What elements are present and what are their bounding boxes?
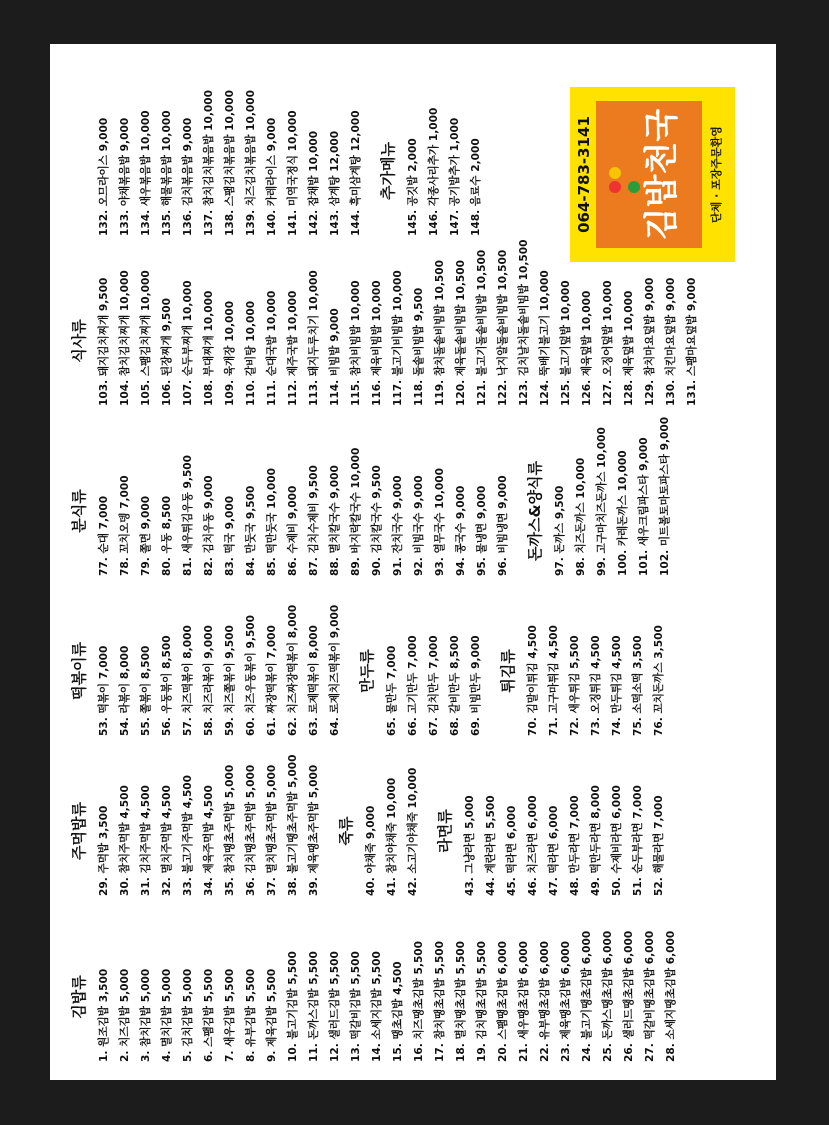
menu-item: 105. 스팸김치찌개 10,000 [140, 270, 152, 406]
menu-item: 145. 공깃밥 2,000 [407, 138, 419, 236]
menu-item: 51. 순두부라면 7,000 [632, 785, 644, 896]
menu-item: 79. 쫄면 9,000 [140, 495, 152, 576]
menu-item: 6. 스팸김밥 5,500 [203, 968, 215, 1062]
menu-item: 20. 스팸땡초김밥 6,000 [497, 940, 509, 1062]
menu-item: 34. 제육주먹밥 4,500 [203, 785, 215, 896]
menu-item: 39. 제육땡초주먹밥 5,000 [308, 764, 320, 896]
menu-item: 88. 멸치칼국수 9,000 [329, 465, 341, 576]
menu-item: 77. 순대 7,000 [98, 495, 110, 576]
menu-item: 111. 순대국밥 10,000 [266, 290, 278, 406]
menu-item: 46. 치즈라면 6,000 [527, 795, 539, 896]
menu-item: 81. 새우튀김우동 9,500 [182, 454, 194, 576]
section-heading-mandu: 만두류 [358, 649, 376, 693]
menu-item: 138. 스팸김치볶음밥 10,000 [224, 89, 236, 236]
menu-sheet [50, 44, 776, 1080]
menu-item: 123. 김치날치돌솥비빔밥 10,500 [518, 239, 530, 406]
menu-item: 86. 수제비 9,000 [287, 485, 299, 576]
menu-item: 109. 육개장 10,000 [224, 300, 236, 406]
menu-item: 122. 낙지알돌솥비빔밥 10,500 [497, 249, 509, 406]
menu-item: 147. 공기밥추가 1,000 [449, 117, 461, 236]
menu-item: 134. 새우볶음밥 10,000 [140, 110, 152, 236]
menu-item: 10. 불고기김밥 5,500 [287, 951, 299, 1062]
phone-number: 064-783-3141 [575, 116, 593, 233]
extra-list [403, 46, 487, 236]
menu-item: 127. 오징어덮밥 10,000 [602, 280, 614, 406]
menu-item: 87. 김치수제비 9,500 [308, 465, 320, 576]
menu-item: 61. 짜장떡볶이 7,000 [266, 625, 278, 736]
menu-item: 71. 고구마튀김 4,500 [548, 625, 560, 736]
menu-item: 37. 멸치땡초주먹밥 5,000 [266, 764, 278, 896]
section-heading-kimbap: 김밥류 [70, 975, 88, 1019]
menu-item: 15. 땡초김밥 4,500 [392, 961, 404, 1062]
menu-item: 45. 떡라면 6,000 [506, 805, 518, 896]
menu-item: 27. 떡갈비땡초김밥 6,000 [644, 930, 656, 1062]
menu-item: 131. 스팸마요덮밥 9,000 [686, 277, 698, 406]
menu-item: 44. 계란라면 5,500 [485, 795, 497, 896]
menu-item: 54. 라볶이 8,000 [119, 645, 131, 736]
menu-item: 65. 물만두 7,000 [386, 645, 398, 736]
section-heading-juk: 죽류 [337, 816, 355, 846]
menu-item: 117. 불고기비빔밥 10,000 [392, 270, 404, 406]
menu-item: 75. 소떡소떡 3,500 [632, 635, 644, 736]
menu-item: 90. 김치칼국수 9,500 [371, 465, 383, 576]
restaurant-logo [570, 87, 735, 262]
menu-item: 85. 떡만둣국 10,000 [266, 468, 278, 576]
menu-item: 53. 떡볶이 7,000 [98, 645, 110, 736]
menu-item: 148. 음료수 2,000 [470, 138, 482, 236]
menu-item: 139. 치즈김치볶음밥 10,000 [245, 89, 257, 236]
menu-item: 97. 돈까스 9,500 [554, 485, 566, 576]
menu-item: 83. 떡국 9,000 [224, 495, 236, 576]
menu-item: 35. 참치땡초주먹밥 5,000 [224, 764, 236, 896]
menu-item: 101. 새우크림파스타 9,000 [638, 437, 650, 576]
menu-item: 11. 돈까스김밥 5,500 [308, 951, 320, 1062]
menu-item: 115. 참치비빔밥 10,000 [350, 280, 362, 406]
menu-item: 82. 김치우동 9,000 [203, 475, 215, 576]
menu-item: 7. 새우김밥 5,500 [224, 968, 236, 1062]
menu-item: 124. 뚝배기불고기 10,000 [539, 270, 551, 406]
menu-item: 119. 참치돌솥비빔밥 10,500 [434, 259, 446, 406]
menu-item: 89. 바지락칼국수 10,000 [350, 447, 362, 576]
menu-item: 126. 제육덮밥 10,000 [581, 290, 593, 406]
menu-item: 143. 삼계탕 12,000 [329, 130, 341, 236]
section-heading-twigim: 튀김류 [499, 649, 517, 693]
menu-item: 13. 떡갈비김밥 5,500 [350, 951, 362, 1062]
menu-item: 135. 해물볶음밥 10,000 [161, 110, 173, 236]
menu-item: 132. 오므라이스 9,000 [98, 117, 110, 236]
section-heading-bunsik: 분식류 [70, 489, 88, 533]
menu-item: 38. 불고기땡초주먹밥 5,000 [287, 754, 299, 896]
menu-item: 142. 잡채밥 10,000 [308, 130, 320, 236]
menu-item: 129. 참치마요덮밥 9,000 [644, 277, 656, 406]
menu-item: 47. 떡라면 6,000 [548, 805, 560, 896]
menu-item: 70. 김말이튀김 4,500 [527, 625, 539, 736]
menu-item: 33. 불고기주먹밥 4,500 [182, 774, 194, 896]
menu-item: 99. 고구마치즈돈까스 10,000 [596, 427, 608, 576]
menu-item: 141. 미역국정식 10,000 [287, 110, 299, 236]
menu-item: 68. 갈비만두 8,500 [449, 635, 461, 736]
menu-item: 64. 로제치즈떡볶이 9,000 [329, 604, 341, 736]
logo-mark-icon [606, 154, 624, 194]
menu-item: 48. 만두라면 7,000 [569, 795, 581, 896]
menu-item: 62. 치즈짜장떡볶이 8,000 [287, 604, 299, 736]
menu-item: 125. 불고기덮밥 10,000 [560, 280, 572, 406]
menu-item: 25. 돈까스땡초김밥 6,000 [602, 930, 614, 1062]
menu-item: 40. 야채죽 9,000 [365, 805, 377, 896]
menu-column-bunsik [70, 386, 676, 576]
menu-item: 14. 소세지김밥 5,500 [371, 951, 383, 1062]
menu-item: 128. 제육덮밥 10,000 [623, 290, 635, 406]
menu-item: 95. 물냉면 9,000 [476, 485, 488, 576]
menu-item: 108. 부대찌개 10,000 [203, 290, 215, 406]
menu-column-extra [94, 46, 487, 236]
menu-item: 5. 김치김밥 5,000 [182, 968, 194, 1062]
section-heading-jumeokbap: 주먹밥류 [70, 802, 88, 860]
menu-item: 100. 카레돈까스 10,000 [617, 450, 629, 576]
menu-item: 2. 치즈김밥 5,000 [119, 968, 131, 1062]
menu-item: 102. 미트볼토마토파스타 9,000 [659, 416, 671, 576]
menu-item: 60. 치즈우동볶이 9,500 [245, 614, 257, 736]
menu-item: 58. 치즈라볶이 9,000 [203, 625, 215, 736]
menu-content [70, 62, 760, 1062]
menu-item: 55. 쫄볶이 8,500 [140, 645, 152, 736]
menu-item: 113. 돼지두루치기 10,000 [308, 270, 320, 406]
restaurant-name: 김밥천국 [642, 108, 682, 241]
menu-item: 12. 샐러드김밥 5,500 [329, 951, 341, 1062]
menu-item: 21. 새우땡초김밥 6,000 [518, 940, 530, 1062]
menu-item: 76. 꼬치돈까스 3,500 [653, 625, 665, 736]
menu-item: 32. 멸치주먹밥 4,500 [161, 785, 173, 896]
menu-item: 114. 비빔밥 9,000 [329, 308, 341, 406]
menu-item: 91. 잔치국수 9,000 [392, 475, 404, 576]
menu-item: 23. 제육땡초김밥 6,000 [560, 940, 572, 1062]
menu-item: 110. 갈비탕 10,000 [245, 300, 257, 406]
menu-item: 22. 유부땡초김밥 6,000 [539, 940, 551, 1062]
menu-item: 116. 제육비빔밥 10,000 [371, 280, 383, 406]
bunsik-list [94, 386, 514, 576]
menu-item: 133. 야채볶음밥 9,000 [119, 117, 131, 236]
menu-item: 72. 새우튀김 5,500 [569, 635, 581, 736]
menu-item: 26. 샐러드땡초김밥 6,000 [623, 930, 635, 1062]
logo-badge [596, 101, 702, 248]
menu-item: 140. 카레라이스 9,000 [266, 117, 278, 236]
menu-item: 19. 김치땡초김밥 5,500 [476, 940, 488, 1062]
menu-item: 96. 비빔냉면 9,000 [497, 475, 509, 576]
menu-item: 137. 참치김치볶음밥 10,000 [203, 89, 215, 236]
menu-item: 63. 로제떡볶이 8,000 [308, 625, 320, 736]
menu-item: 36. 김치땡초주먹밥 5,000 [245, 764, 257, 896]
menu-item: 66. 고기만두 7,000 [407, 635, 419, 736]
menu-item: 57. 치즈떡볶이 8,000 [182, 625, 194, 736]
menu-item: 56. 우동볶이 8,500 [161, 635, 173, 736]
menu-item: 31. 김치주먹밥 4,500 [140, 785, 152, 896]
section-heading-donkatsu: 돈까스&양식류 [526, 460, 544, 562]
menu-item: 16. 치즈땡초김밥 5,500 [413, 940, 425, 1062]
menu-item: 17. 참치땡초김밥 5,500 [434, 940, 446, 1062]
menu-item: 30. 참치주먹밥 4,500 [119, 785, 131, 896]
menu-item: 92. 비빔국수 9,000 [413, 475, 425, 576]
menu-item: 107. 순두부찌개 10,000 [182, 280, 194, 406]
menu-item: 93. 열무국수 10,000 [434, 468, 446, 576]
menu-item: 104. 참치김치찌개 10,000 [119, 270, 131, 406]
section-heading-ramen: 라면류 [436, 809, 454, 853]
menu-item: 80. 우동 8,500 [161, 495, 173, 576]
menu-item: 24. 불고기땡초김밥 6,000 [581, 930, 593, 1062]
menu-item: 146. 각종사리추가 1,000 [428, 107, 440, 236]
menu-item: 73. 오징튀김 4,500 [590, 635, 602, 736]
menu-item: 52. 해물라면 7,000 [653, 795, 665, 896]
menu-item: 50. 수제비라면 6,000 [611, 785, 623, 896]
menu-item: 59. 치즈쫄볶이 9,500 [224, 625, 236, 736]
menu-item: 136. 김치볶음밥 9,000 [182, 117, 194, 236]
menu-item: 112. 제주국밥 10,000 [287, 290, 299, 406]
menu-item: 43. 그냥라면 5,000 [464, 795, 476, 896]
menu-item: 4. 멸치김밥 5,000 [161, 968, 173, 1062]
menu-item: 29. 주먹밥 3,500 [98, 805, 110, 896]
menu-item: 1. 원조김밥 3,500 [98, 968, 110, 1062]
menu-item: 74. 만두튀김 4,500 [611, 635, 623, 736]
menu-item: 3. 참치김밥 5,000 [140, 968, 152, 1062]
section-heading-siksa: 식사류 [70, 319, 88, 363]
menu-item: 49. 떡만두라면 8,000 [590, 785, 602, 896]
menu-item: 18. 멸치땡초김밥 5,500 [455, 940, 467, 1062]
menu-item: 41. 참치야채죽 10,000 [386, 777, 398, 896]
menu-item: 9. 제육김밥 5,500 [266, 968, 278, 1062]
menu-item: 67. 김치만두 7,000 [428, 635, 440, 736]
kimbap-list [94, 872, 682, 1062]
section-heading-tteokbokki: 떡볶이류 [70, 642, 88, 700]
menu-item: 69. 비빔만두 9,000 [470, 635, 482, 736]
menu-item: 121. 불고기돌솥비빔밥 10,500 [476, 249, 488, 406]
menu-item: 106. 된장찌개 9,500 [161, 298, 173, 406]
donkatsu-list [550, 386, 676, 576]
menu-item: 84. 만둣국 9,500 [245, 485, 257, 576]
menu-item: 94. 콩국수 9,000 [455, 485, 467, 576]
menu-item: 144. 흑미삼계탕 12,000 [350, 110, 362, 236]
menu-item: 118. 돌솥비빔밥 9,500 [413, 287, 425, 406]
menu-item: 130. 치킨마요덮밥 9,000 [665, 277, 677, 406]
menu-item: 8. 유부김밥 5,500 [245, 968, 257, 1062]
logo-subtitle: 단체 · 포장주문환영 [710, 126, 723, 223]
bokkeumbap-list [94, 46, 367, 236]
menu-item: 120. 제육돌솥비빔밥 10,500 [455, 259, 467, 406]
menu-item: 42. 소고기야채죽 10,000 [407, 767, 419, 896]
menu-item: 98. 치즈돈까스 10,000 [575, 457, 587, 576]
menu-column-kimbap [70, 872, 682, 1062]
menu-item: 103. 돼지김치찌개 9,500 [98, 277, 110, 406]
menu-item: 78. 꼬치오뎅 7,000 [119, 475, 131, 576]
menu-item: 28. 소세지땡초김밥 6,000 [665, 930, 677, 1062]
section-heading-extra: 추가메뉴 [379, 142, 397, 200]
